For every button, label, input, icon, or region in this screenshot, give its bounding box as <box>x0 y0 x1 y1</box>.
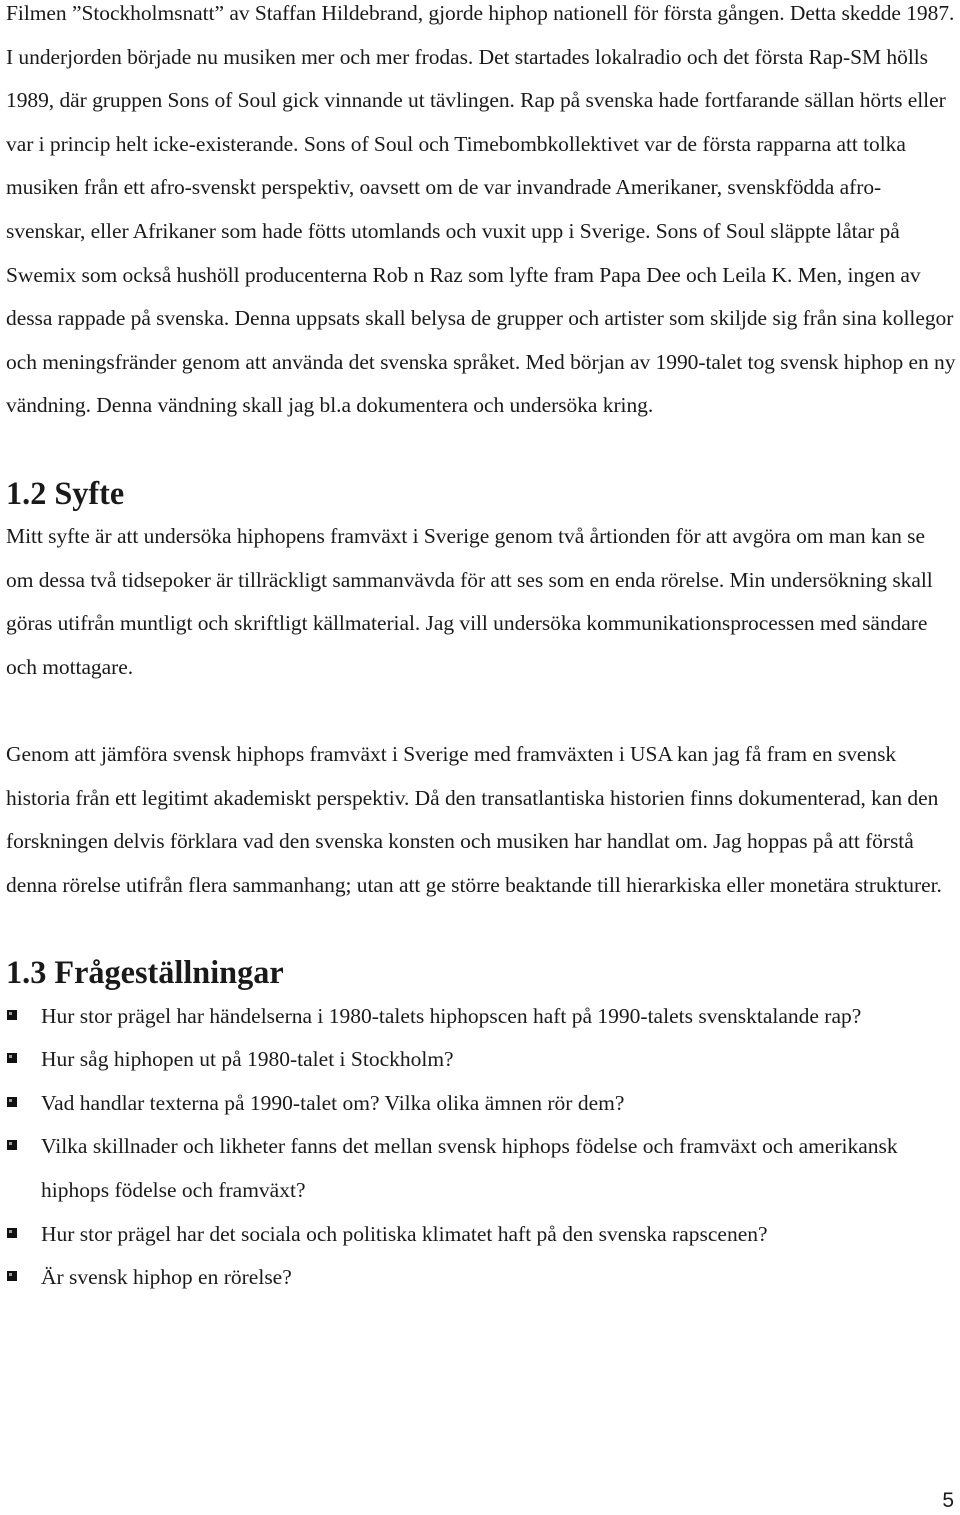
question-item <box>6 1213 956 1257</box>
spacer <box>6 907 956 951</box>
square-bullet-icon <box>7 1010 17 1020</box>
question-item <box>6 1125 956 1212</box>
question-item <box>6 1256 956 1300</box>
spacer <box>6 690 956 734</box>
question-text: Hur stor prägel har händelserna i 1980-talets hiphopscen haft på 1990-talets svensktalande rap? <box>41 1003 862 1028</box>
question-item <box>6 995 956 1039</box>
square-bullet-icon <box>7 1271 17 1281</box>
spacer <box>6 428 956 472</box>
question-text: Hur såg hiphopen ut på 1980-talet i Stockholm? <box>41 1047 454 1072</box>
question-list <box>6 995 956 1300</box>
square-bullet-icon <box>7 1228 17 1238</box>
question-item <box>6 1082 956 1126</box>
question-text: Vad handlar texterna på 1990-talet om? Vilka olika ämnen rör dem? <box>41 1090 625 1115</box>
section-heading-syfte: 1.2 Syfte <box>6 474 125 511</box>
document-page <box>6 0 956 1300</box>
square-bullet-icon <box>7 1140 17 1150</box>
intro-paragraph: Filmen ”Stockholmsnatt” av Staffan Hildebrand, gjorde hiphop nationell för första gången. Detta skedde 1987. I underjorden började nu musiken mer och mer frodas. Det startades lokalradio och det första Rap-SM hölls 1989, där gruppen Sons of Soul gick vinnande ut tävlingen. Rap på svenska hade fortfarande sällan hörts eller var i princip helt icke-existerande. Sons of Soul och Timebombkollektivet var de första rapparna att tolka musiken från ett afro-svenskt perspektiv, oavsett om de var invandrade Amerikaner, svenskfödda afro-svenskar, eller Afrikaner som hade fötts utomlands och vuxit upp i Sverige. Sons of Soul släppte låtar på Swemix som också hushöll producenterna Rob n Raz som lyfte fram Papa Dee och Leila K. Men, ingen av dessa rappade på svenska. Denna uppsats skall belysa de grupper och artister som skiljde sig från sina kollegor och meningsfränder genom att använda det svenska språket. Med början av 1990-talet tog svensk hiphop en ny vändning. Denna vändning skall jag bl.a dokumentera och undersöka kring. <box>6 1 956 418</box>
syfte-paragraph-1: Mitt syfte är att undersöka hiphopens framväxt i Sverige genom två årtionden för att avgöra om man kan se om dessa två tidsepoker är tillräckligt sammanvävda för att ses som en enda rörelse. Min undersökning skall göras utifrån muntligt och skriftligt källmaterial. Jag vill undersöka kommunikationsprocessen med sändare och mottagare. <box>6 524 933 679</box>
question-text: Hur stor prägel har det sociala och politiska klimatet haft på den svenska rapscenen? <box>41 1221 768 1246</box>
square-bullet-icon <box>7 1097 17 1107</box>
page-number: 5 <box>942 1489 954 1512</box>
question-text: Är svensk hiphop en rörelse? <box>41 1265 292 1290</box>
question-text: Vilka skillnader och likheter fanns det mellan svensk hiphops födelse och framväxt och amerikansk hiphops födelse och framväxt? <box>41 1134 898 1203</box>
syfte-paragraph-2: Genom att jämföra svensk hiphops framväxt i Sverige med framväxten i USA kan jag få fram en svensk historia från ett legitimt akademiskt perspektiv. Då den transatlantiska historien finns dokumenterad, kan den forskningen delvis förklara vad den svenska konsten och musiken har handlat om. Jag hoppas på att förstå denna rörelse utifrån flera sammanhang; utan att ge större beaktande till hierarkiska eller monetära strukturer. <box>6 742 942 897</box>
square-bullet-icon <box>7 1053 17 1063</box>
section-heading-fragestallningar: 1.3 Frågeställningar <box>6 954 284 991</box>
question-item <box>6 1038 956 1082</box>
